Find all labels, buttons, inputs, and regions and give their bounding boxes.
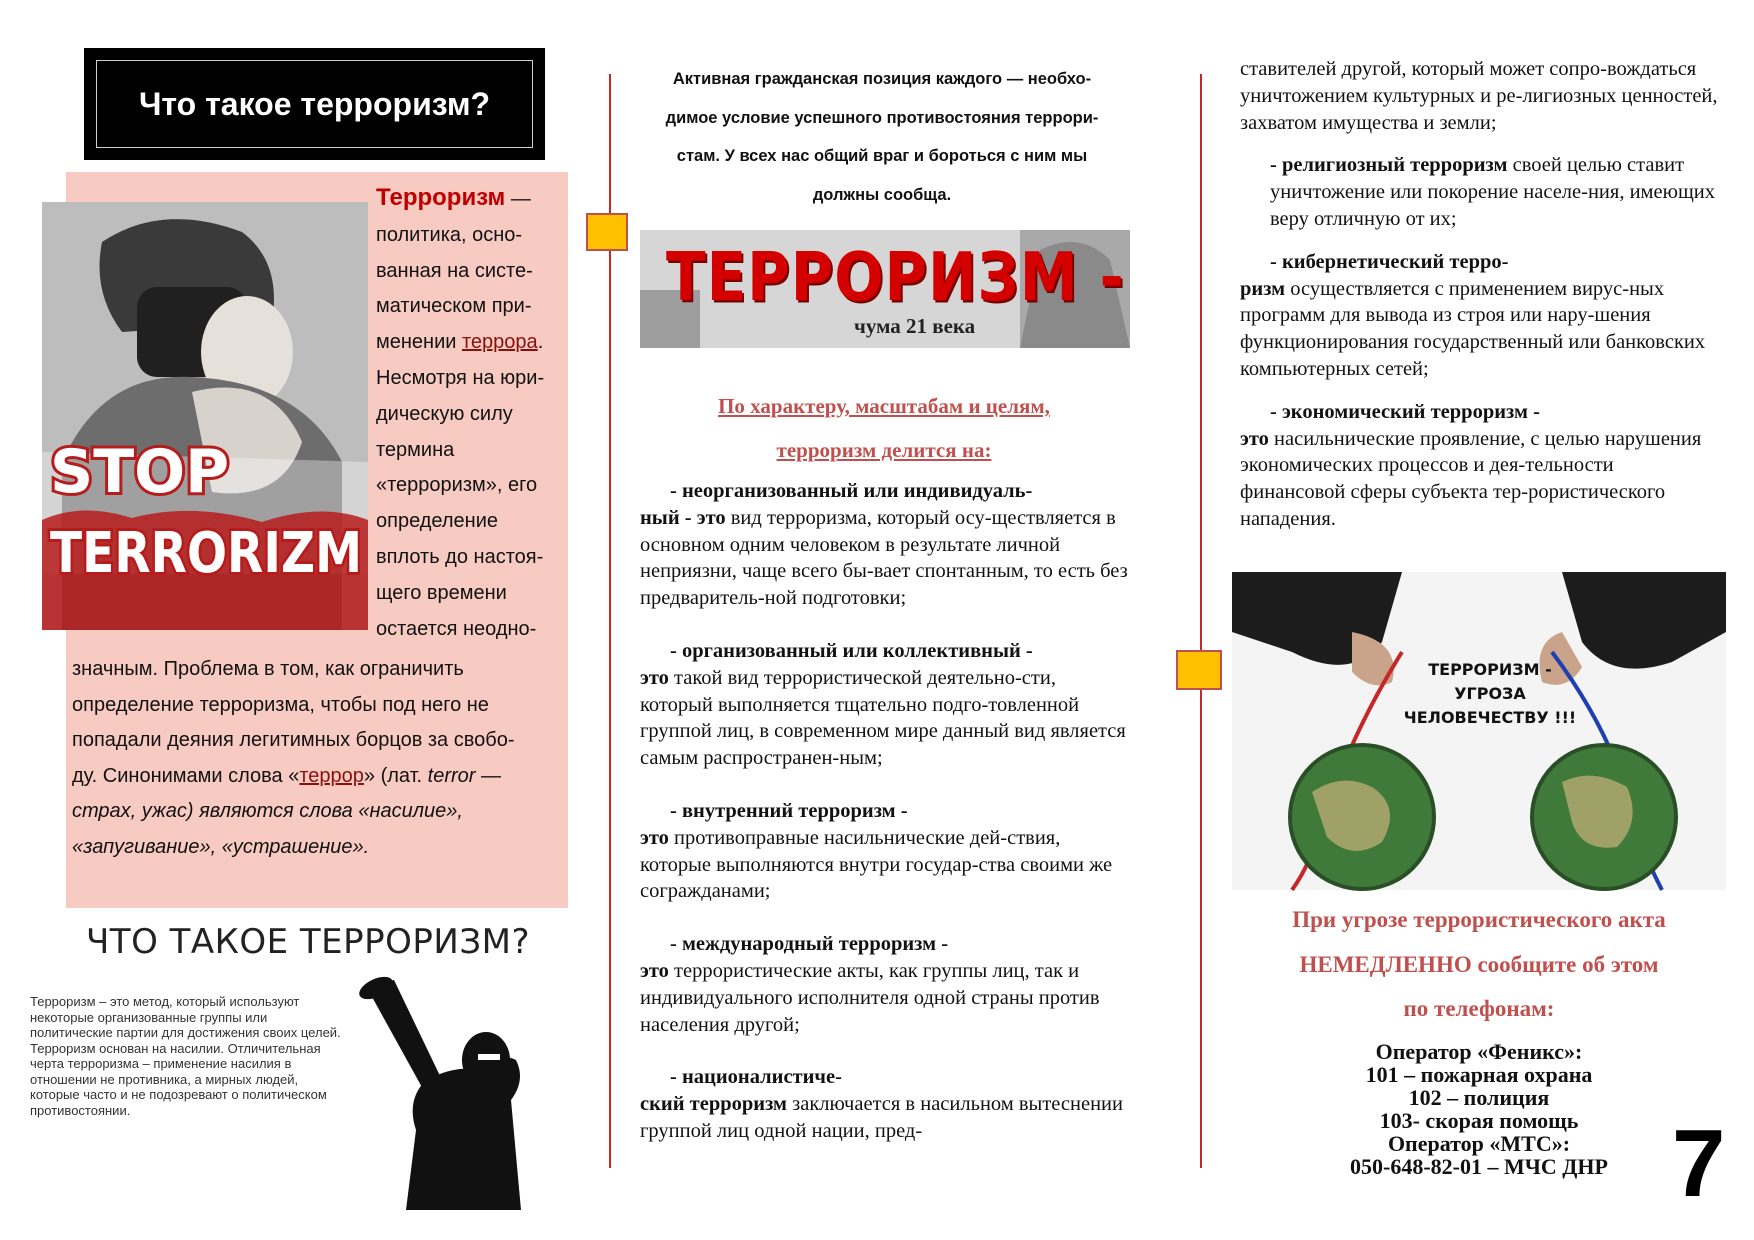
globes-illustration — [1232, 572, 1726, 890]
terror-link-2[interactable]: террор — [299, 764, 364, 787]
what-is-terrorism-image — [30, 910, 568, 1210]
poster-terrorizm-text: TERRORIZM — [50, 521, 362, 586]
yellow-square-marker — [586, 213, 628, 251]
phone-line: 050-648-82-01 – МЧС ДНР — [1350, 1154, 1608, 1179]
title-box — [84, 48, 545, 160]
yellow-square-marker-2 — [1176, 650, 1222, 690]
column-divider-right — [1200, 74, 1202, 1168]
emergency-phones — [1234, 1040, 1724, 1178]
type-international: - международный терроризм - это террористические акты, как группы лиц, так и индивидуального исполнителя одной страны против населения другой; — [640, 933, 1100, 1036]
definition-text-bottom: значным. Проблема в том, как ограничить определение терроризма, чтобы под него не попадали деяния легитимных борцов за свобо- ду. Синонимами слова «террор» (лат. terror — страх, ужас) являются слова «насилие», «запугивание», «устрашение». — [72, 658, 515, 858]
terrorism-types-list — [640, 478, 1130, 1171]
definition-text-right: Терроризм — политика, осно- ванная на систе- матическом при- менении террора. Несмотря на юри- дическую силу термина «терроризм», его определение вплоть до настоя- щего времени остается неодно- — [376, 184, 545, 640]
type-religious: - религиозный терроризм своей целью ставит уничтожение или покорение населе-ния, имеющих веру отличную от их; — [1270, 154, 1715, 230]
terrorism-banner — [640, 230, 1130, 348]
classification-heading: По характеру, масштабам и целям, терроризм делится на: — [718, 394, 1050, 462]
type-unorganized: - неорганизованный или индивидуаль- ный - это вид терроризма, который осу-ществляется в основном одним человеком в результате личной неприязни, чаще всего бы-вает спонтанным, то есть без предваритель-ной подготовки; — [640, 480, 1128, 610]
type-economic: - экономический терроризм - это насильнические проявление, с целью нарушения экономических процессов и дея-тельности финансовой сферы субъекта тер-рористического нападения. — [1240, 400, 1702, 530]
globe-threat-image — [1232, 572, 1726, 890]
terror-link[interactable]: террора — [462, 331, 538, 354]
definition-term: Терроризм — [376, 184, 506, 211]
type-organized: - организованный или коллективный - это такой вид террористической деятельно-сти, который выполняется тщательно подго-товленной группой лиц, в современном мире данный вид является самым распространен-ным; — [640, 639, 1126, 770]
phone-line: 103- скорая помощь — [1379, 1108, 1579, 1133]
terrorism-types-continued — [1240, 56, 1722, 549]
poster-illustration — [42, 202, 368, 630]
title-frame — [96, 60, 533, 148]
page-title: Что такое терроризм? — [138, 85, 491, 122]
phone-line: 102 – полиция — [1408, 1085, 1550, 1110]
banner-title: ТЕРРОРИЗМ - — [666, 238, 1125, 317]
globe-caption: ТЕРРОРИЗМ - УГРОЗА ЧЕЛОВЕЧЕСТВУ !!! — [1403, 660, 1577, 727]
emergency-warning: При угрозе террористического акта НЕМЕДЛЕННО сообщите об этом по телефонам: — [1292, 907, 1666, 1021]
image2-title: ЧТО ТАКОЕ ТЕРРОРИЗМ? — [86, 922, 530, 962]
terrorist-silhouette-icon — [346, 980, 568, 1210]
type-cyber: - кибернетический терро- ризм осуществляется с применением вирус-ных программ для вывода из строя или нару-шения функционирования государственный или банковских компьютерных сетей; — [1240, 250, 1706, 380]
image2-text: Терроризм – это метод, который используют некоторые организованные группы или политические партии для достижения своих целей. Терроризм основан на насилии. Отличительная черта терроризма – применение насилия в отношении не противника, а мирных людей, которые часто и не подозревают о политическом противостоянии. — [30, 994, 341, 1118]
intro-text: Активная гражданская позиция каждого — необхо- димое условие успешного противостояния террори- стам. У всех нас общий враг и бороться с ним мы должны сообща. — [665, 70, 1099, 204]
nationalist-continuation: ставителей другой, который может сопро-вождаться уничтожением культурных и ре-лигиозных ценностей, захватом имущества и земли; — [1240, 58, 1718, 134]
type-internal: - внутренний терроризм - это противоправные насильнические дей-ствия, которые выполняются внутри государ-ства своими же согражданами; — [640, 799, 1113, 903]
phone-line: Оператор «Феникс»: — [1375, 1039, 1583, 1064]
phone-line: Оператор «МТС»: — [1387, 1131, 1571, 1156]
type-nationalist: - националистиче- ский терроризм заключается в насильном вытеснении группой лиц одной нации, пред- — [640, 1066, 1123, 1142]
banner-subtitle: чума 21 века — [854, 314, 976, 338]
page-number: 7 — [1672, 1110, 1726, 1217]
phone-line: 101 – пожарная охрана — [1365, 1062, 1593, 1087]
stop-terrorism-poster — [42, 202, 368, 630]
poster-stop-text: STOP — [50, 437, 230, 507]
